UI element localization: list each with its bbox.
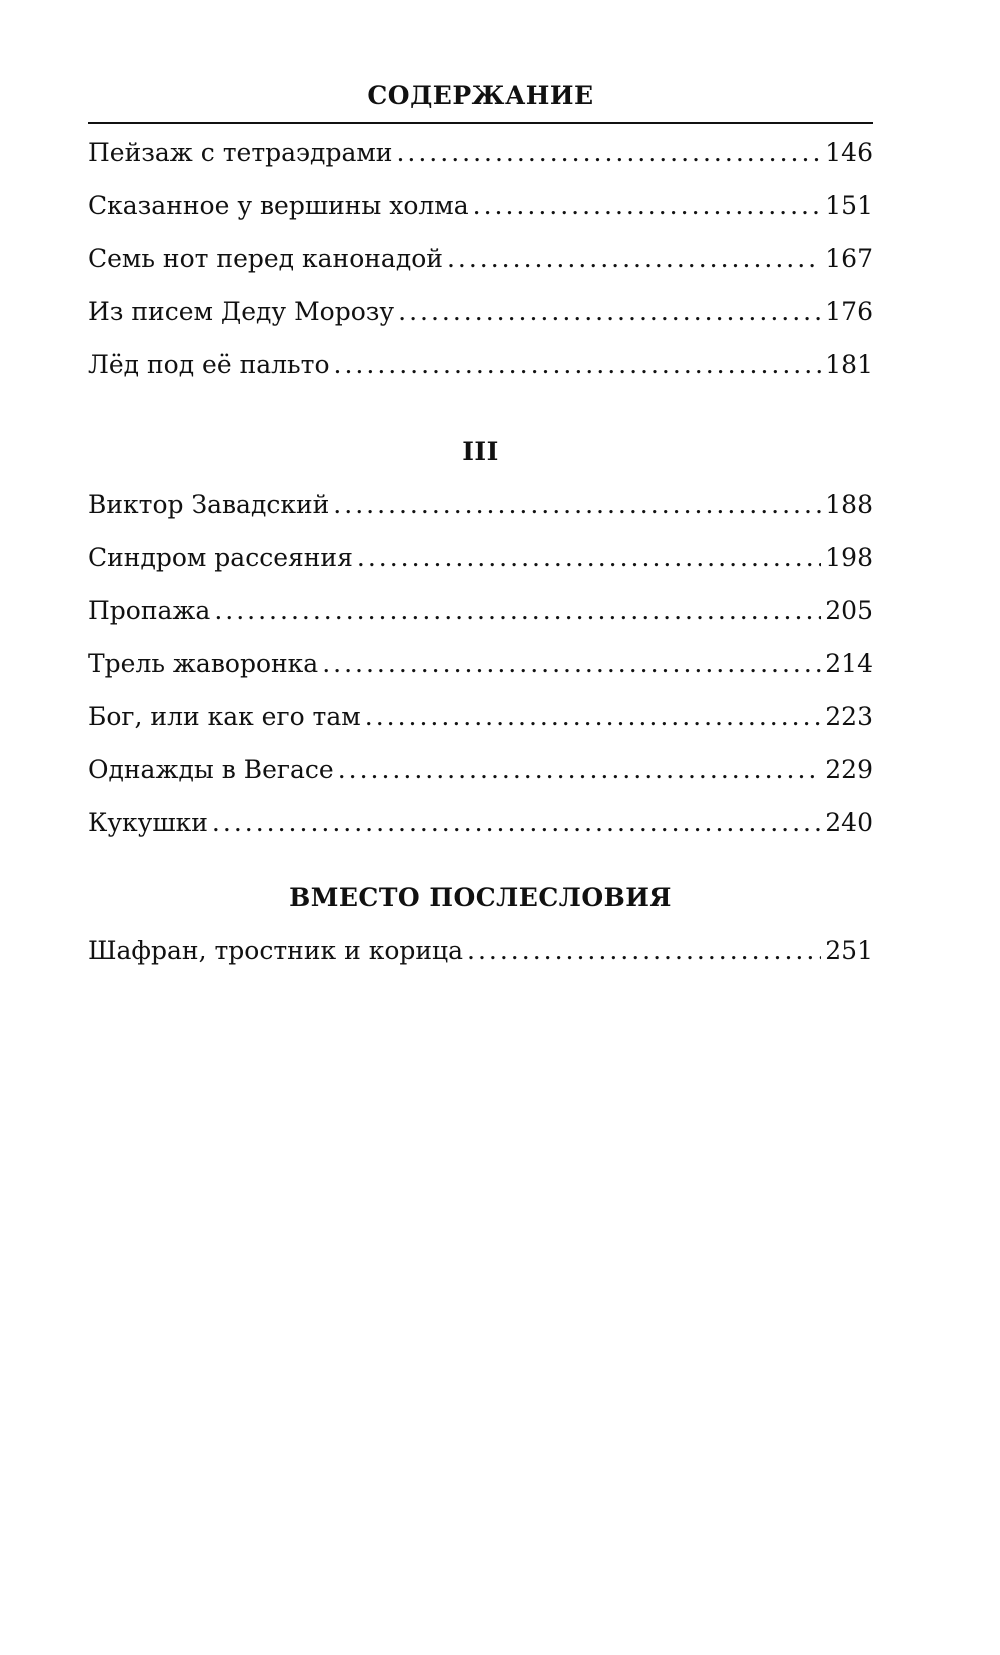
toc-entry-page: 188 bbox=[825, 490, 873, 519]
toc-entry-title: Сказанное у вершины холма bbox=[88, 191, 469, 220]
toc-entry-title: Однажды в Вегасе bbox=[88, 755, 334, 784]
toc-entry-page: 181 bbox=[825, 350, 873, 379]
dot-leader bbox=[357, 531, 821, 584]
toc-entry-page: 146 bbox=[825, 138, 873, 167]
toc-entry-page: 167 bbox=[825, 244, 873, 273]
toc-entry[interactable] bbox=[88, 796, 873, 849]
dot-leader bbox=[396, 126, 821, 179]
toc-entry-title: Шафран, тростник и корица bbox=[88, 936, 464, 965]
toc-entry-title: Бог, или как его там bbox=[88, 702, 361, 731]
section-heading: III bbox=[462, 437, 499, 466]
dot-leader bbox=[473, 179, 822, 232]
toc-entry-page: 214 bbox=[825, 649, 873, 678]
toc-entry-title: Пропажа bbox=[88, 596, 211, 625]
toc-section-iii bbox=[88, 426, 873, 849]
toc-entry-page: 176 bbox=[825, 297, 873, 326]
dot-leader bbox=[214, 584, 821, 637]
dot-leader bbox=[338, 743, 822, 796]
dot-leader bbox=[365, 690, 822, 743]
toc-entry-title: Кукушки bbox=[88, 808, 208, 837]
dot-leader bbox=[333, 478, 821, 531]
toc-entry[interactable] bbox=[88, 179, 873, 232]
toc-entry-page: 229 bbox=[825, 755, 873, 784]
dot-leader bbox=[467, 924, 821, 977]
toc-entry[interactable] bbox=[88, 924, 873, 977]
toc-entry-page: 205 bbox=[825, 596, 873, 625]
toc-entry[interactable] bbox=[88, 637, 873, 690]
page-title: СОДЕРЖАНИЕ bbox=[367, 81, 594, 110]
toc-entry[interactable] bbox=[88, 232, 873, 285]
toc-entry-title: Семь нот перед канонадой bbox=[88, 244, 443, 273]
toc-section-afterword bbox=[88, 872, 873, 977]
toc-entry[interactable] bbox=[88, 584, 873, 637]
toc-entry[interactable] bbox=[88, 690, 873, 743]
dot-leader bbox=[334, 338, 822, 391]
toc-entry[interactable] bbox=[88, 285, 873, 338]
toc-entry-title: Трель жаворонка bbox=[88, 649, 319, 678]
toc-entry-title: Синдром рассеяния bbox=[88, 543, 353, 572]
toc-entry[interactable] bbox=[88, 531, 873, 584]
toc-entry-title: Виктор Завадский bbox=[88, 490, 330, 519]
header-rule bbox=[88, 122, 873, 124]
toc-entry-title: Из писем Деду Морозу bbox=[88, 297, 395, 326]
toc-entry[interactable] bbox=[88, 478, 873, 531]
toc-entry-page: 198 bbox=[825, 543, 873, 572]
dot-leader bbox=[447, 232, 821, 285]
toc-entry-title: Лёд под её пальто bbox=[88, 350, 330, 379]
toc-entry-page: 240 bbox=[825, 808, 873, 837]
dot-leader bbox=[398, 285, 821, 338]
toc-section-continued bbox=[88, 126, 873, 391]
toc-entry[interactable] bbox=[88, 338, 873, 391]
dot-leader bbox=[212, 796, 821, 849]
toc-entry-page: 223 bbox=[825, 702, 873, 731]
toc-entry-title: Пейзаж с тетраэдрами bbox=[88, 138, 393, 167]
toc-entry[interactable] bbox=[88, 126, 873, 179]
toc-entry[interactable] bbox=[88, 743, 873, 796]
dot-leader bbox=[322, 637, 821, 690]
toc-entry-page: 151 bbox=[825, 191, 873, 220]
section-heading: ВМЕСТО ПОСЛЕСЛОВИЯ bbox=[289, 883, 672, 912]
toc-entry-page: 251 bbox=[825, 936, 873, 965]
